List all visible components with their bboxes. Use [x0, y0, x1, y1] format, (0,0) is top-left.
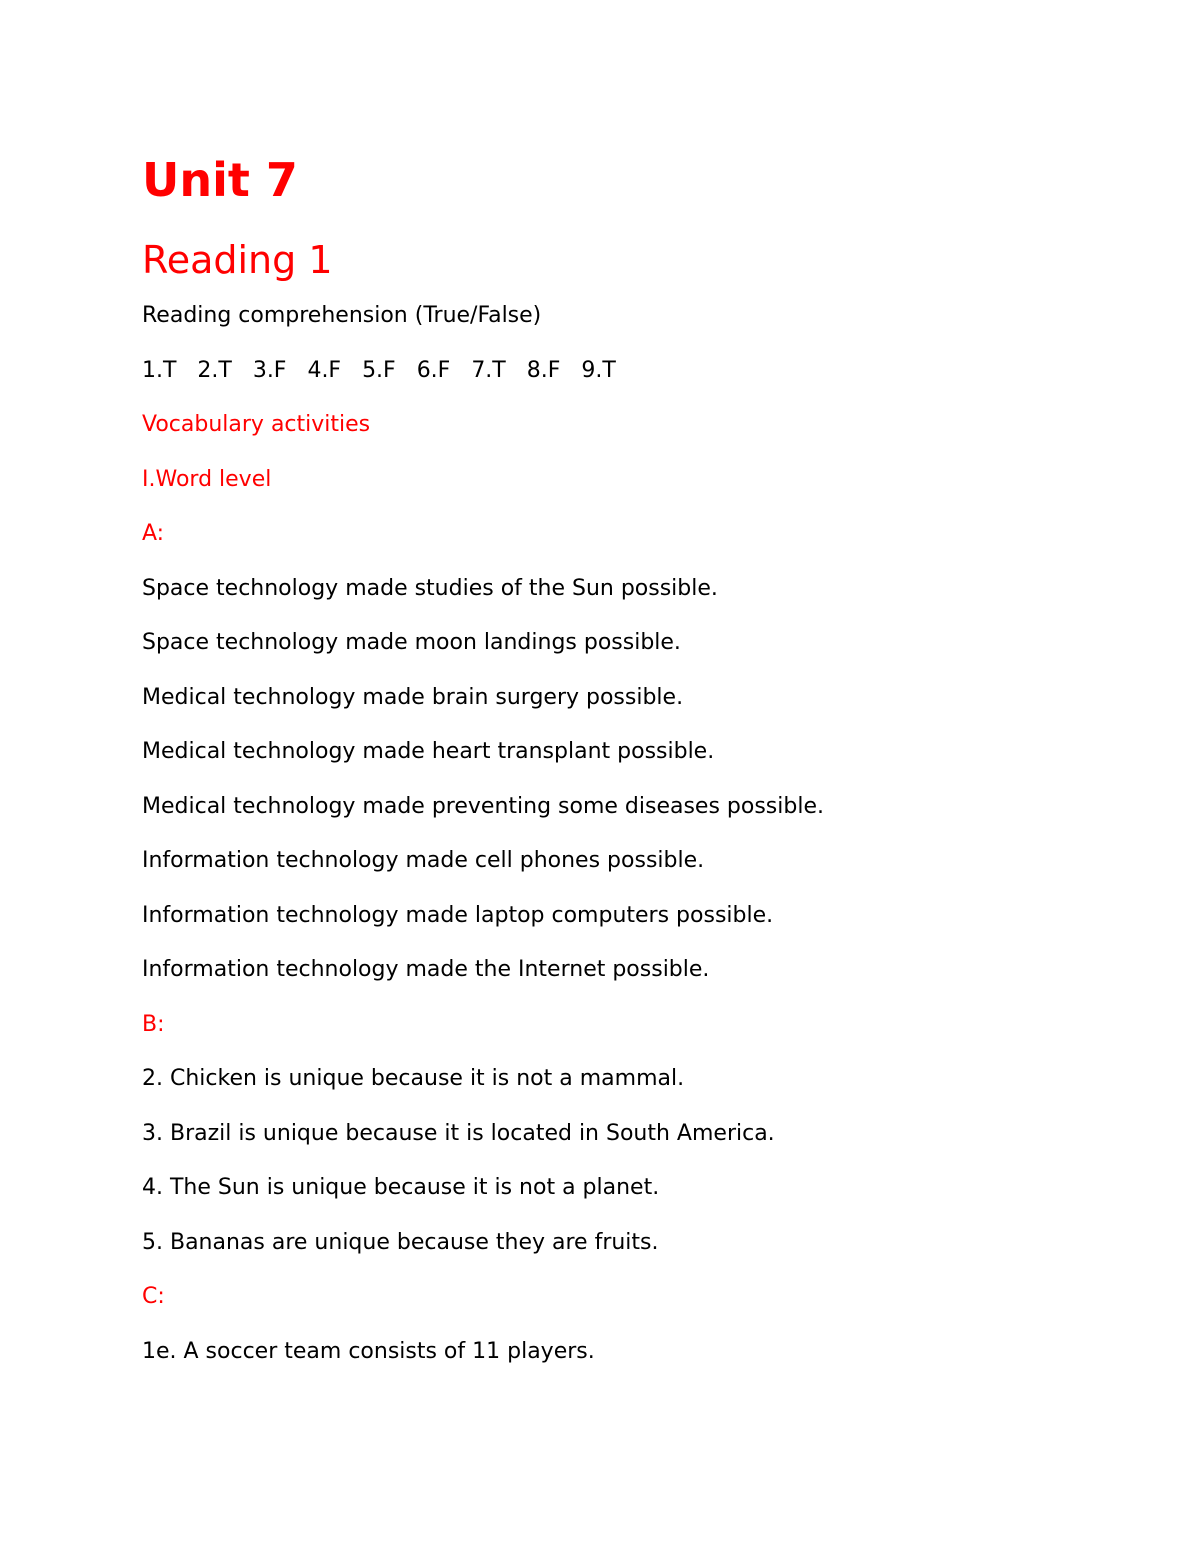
section-c-heading: C:	[142, 1284, 165, 1309]
list-item: Medical technology made heart transplant possible.	[142, 739, 715, 764]
list-item: Medical technology made preventing some diseases possible.	[142, 793, 824, 819]
list-item: 4. The Sun is unique because it is not a planet.	[142, 1175, 660, 1200]
vocabulary-heading: Vocabulary activities	[142, 412, 371, 437]
section-a-heading: A:	[142, 521, 165, 546]
list-item: Information technology made laptop computers possible.	[142, 902, 774, 928]
list-item: 5. Bananas are unique because they are fruits.	[142, 1229, 659, 1255]
list-item: 2. Chicken is unique because it is not a mammal.	[142, 1066, 685, 1091]
list-item: Space technology made moon landings possible.	[142, 630, 681, 655]
answer-key: 1.T 2.T 3.F 4.F 5.F 6.F 7.T 8.F 9.T	[142, 357, 616, 383]
unit-title: Unit 7	[142, 153, 298, 207]
list-item: 3. Brazil is unique because it is located in South America.	[142, 1120, 775, 1146]
list-item: Information technology made cell phones possible.	[142, 848, 705, 873]
word-level-heading: I.Word level	[142, 466, 272, 492]
list-item: 1e. A soccer team consists of 11 players.	[142, 1338, 595, 1364]
document-content	[142, 148, 1102, 1390]
list-item: Medical technology made brain surgery possible.	[142, 684, 684, 710]
comprehension-label: Reading comprehension (True/False)	[142, 303, 542, 328]
list-item: Information technology made the Internet possible.	[142, 957, 710, 982]
reading-title: Reading 1	[142, 238, 333, 282]
section-b-heading: B:	[142, 1011, 165, 1037]
list-item: Space technology made studies of the Sun possible.	[142, 575, 718, 601]
